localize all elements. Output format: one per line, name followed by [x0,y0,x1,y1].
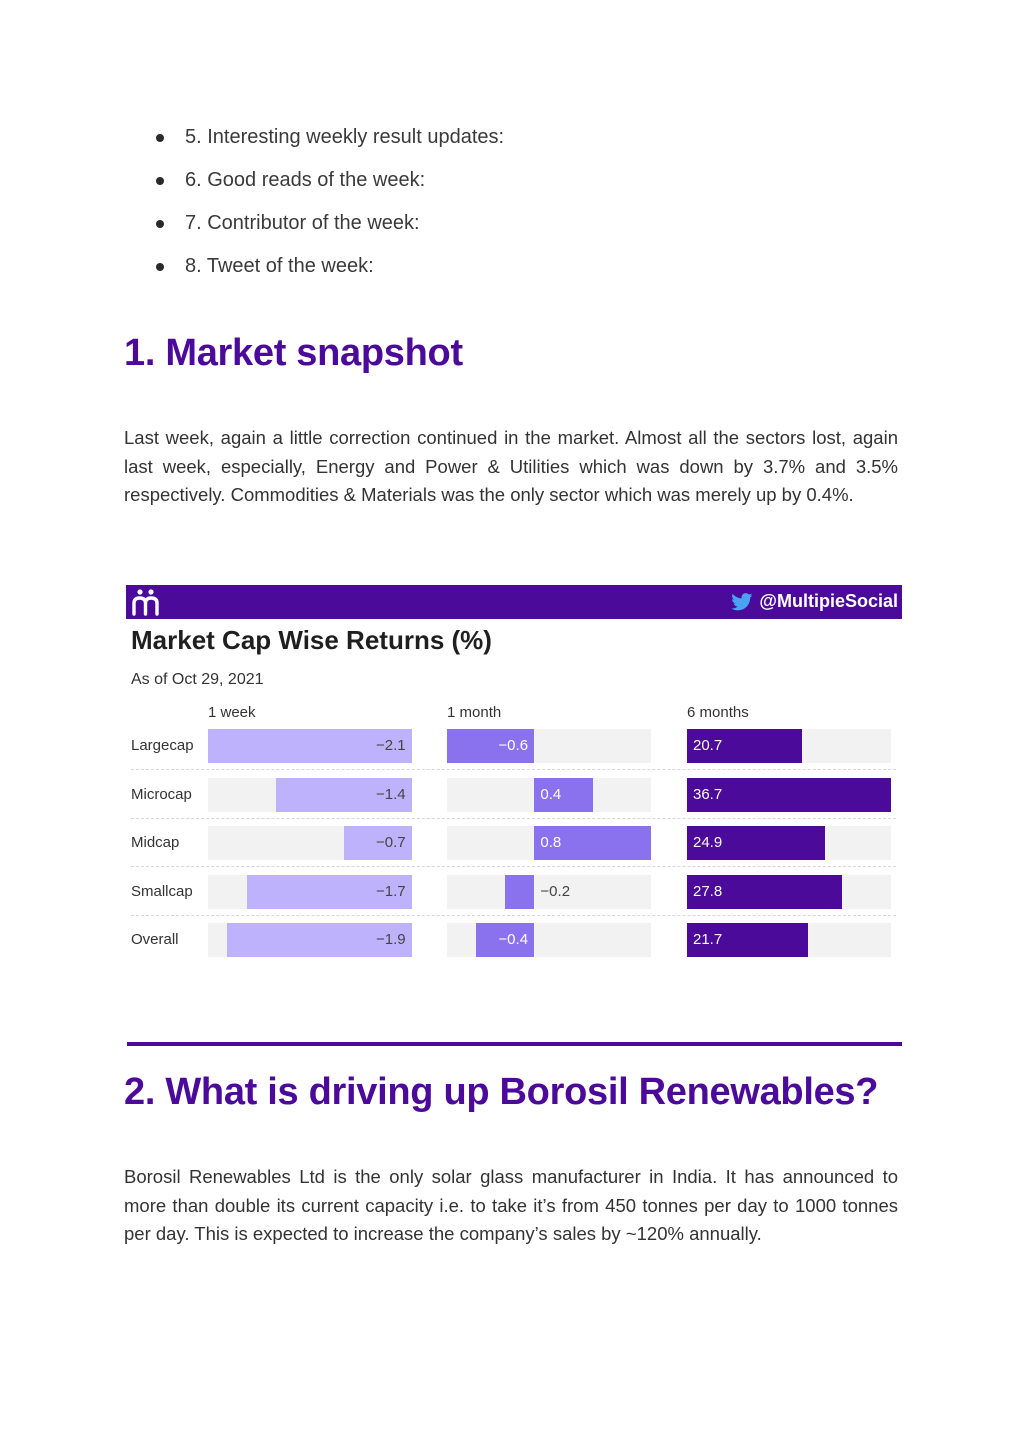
borosil-paragraph: Borosil Renewables Ltd is the only solar glass manufacturer in India. It has announced to more than double its current capacity i.e. to take it’s from 450 tonnes per day to 1000 tonnes per day. This is expected to increase the company’s sales by ~120% annually. [124,1166,898,1245]
column-header-six-months: 6 months [687,704,749,721]
brand-banner [126,585,902,619]
market-cap-returns-chart [126,585,902,975]
row-separator [131,769,896,770]
toc-item[interactable] [154,165,504,208]
multipie-logo-icon [130,587,162,617]
row-separator [131,915,896,916]
data-label: −0.6 [498,737,529,754]
bullet-icon [156,220,164,228]
market-snapshot-heading: 1. Market snapshot [124,332,463,374]
toc-item[interactable] [154,208,504,251]
data-label: 36.7 [693,785,723,803]
data-label: 0.8 [540,834,562,851]
chart-title: Market Cap Wise Returns (%) [131,625,492,655]
data-label: 20.7 [693,737,723,754]
data-label: 24.9 [693,834,723,851]
data-label: 21.7 [693,931,723,948]
bullet-icon [156,263,164,271]
data-label: −1.9 [376,931,406,948]
data-label: −0.7 [376,834,406,851]
borosil-heading: 2. What is driving up Borosil Renewables? [124,1071,879,1113]
data-label: −0.2 [540,882,571,900]
data-label: −1.7 [376,882,406,900]
bar-month-smallcap [505,875,534,909]
row-separator [131,866,896,867]
market-snapshot-paragraph: Last week, again a little correction continued in the market. Almost all the sectors lost, again last week, especially, Energy and Power & Utilities which was down by 3.7% and 3.5% respectively. Commodities & Materials was the only sector which was merely up by 0.4%. [124,427,898,506]
row-separator [131,818,896,819]
toc-list [154,122,504,294]
row-label-largecap: Largecap [131,737,194,754]
social-handle-text: @MultipieSocial [759,591,898,611]
toc-item-label: 8. Tweet of the week: [185,255,374,277]
bullet-icon [156,177,164,185]
toc-item[interactable] [154,122,504,165]
row-label-smallcap: Smallcap [131,882,193,900]
data-label: −0.4 [498,931,529,948]
row-label-overall: Overall [131,931,179,948]
data-label: −2.1 [376,737,406,754]
bullet-icon [156,134,164,142]
social-handle[interactable] [731,591,898,612]
column-header-week: 1 week [208,704,256,721]
toc-item[interactable] [154,251,504,294]
data-label: 27.8 [693,882,723,900]
toc-item-label: 7. Contributor of the week: [185,212,420,234]
row-label-microcap: Microcap [131,785,192,803]
toc-item-label: 6. Good reads of the week: [185,169,426,191]
twitter-bird-icon [731,593,753,611]
toc-item-label: 5. Interesting weekly result updates: [185,126,505,148]
chart-subtitle: As of Oct 29, 2021 [131,671,264,688]
row-label-midcap: Midcap [131,834,180,851]
data-label: 0.4 [540,785,562,803]
data-label: −1.4 [376,785,406,803]
section-divider [127,1042,902,1046]
column-header-month: 1 month [447,704,502,721]
